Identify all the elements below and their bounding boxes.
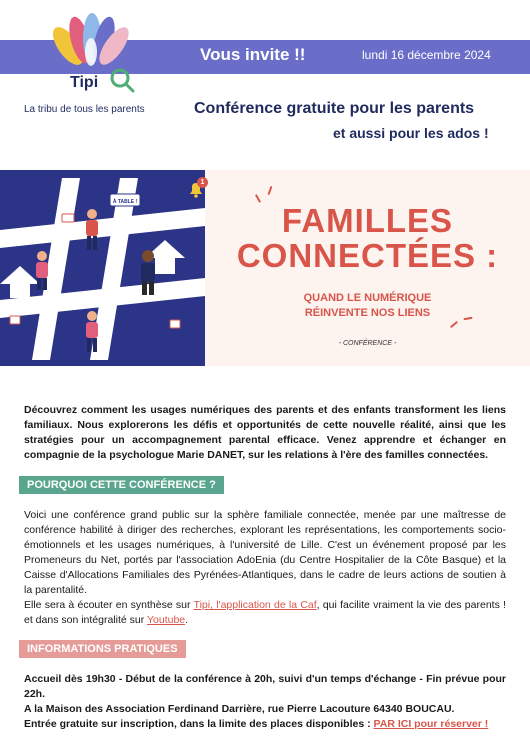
info-line2: A la Maison des Association Ferdinand Darrière, rue Pierre Lacouture 64340 BOUCAU. — [24, 703, 455, 715]
logo-wordmark: Tipi — [70, 74, 99, 91]
reserve-link[interactable]: PAR ICI pour réserver ! — [373, 718, 489, 730]
notification-badge: 1 — [197, 177, 208, 188]
sign-text: À TABLE ! — [112, 199, 138, 205]
hero-subtitle-line2: RÉINVENTE NOS LIENS — [304, 307, 431, 319]
intro-paragraph: Découvrez comment les usages numériques des parents et des enfants transforment les liens familiaux. Nous explorerons les défis et opportunités de cette nouvelle réalité, ainsi que les stratégies pour un accompagnement parental efficace. Venez apprendre et échanger en compagnie de la psychologue Marie DANET, sur les relations à l'ère des familles connectées. — [24, 404, 506, 461]
youtube-link[interactable]: Youtube — [146, 614, 186, 626]
invite-text: Vous invite !! — [200, 45, 306, 64]
hero-illustration — [0, 170, 205, 366]
why-paragraph — [24, 508, 506, 628]
deco-stroke — [268, 186, 273, 195]
section-heading-why: POURQUOI CETTE CONFÉRENCE ? — [19, 476, 224, 494]
info-line1: Accueil dès 19h30 - Début de la conférence à 20h, suivi d'un temps d'échange - Fin prévue pour 22h. — [24, 673, 506, 700]
family-connected-illustration-icon — [0, 170, 205, 366]
tipi-app-link[interactable]: Tipi, l'application de la Caf — [193, 599, 317, 611]
tagline: La tribu de tous les parents — [24, 104, 145, 115]
deco-stroke — [463, 317, 472, 321]
hero-title-line2: CONNECTÉES : — [236, 237, 499, 274]
hero-tag: - CONFÉRENCE - — [338, 340, 397, 347]
page-title: Conférence gratuite pour les parents — [194, 100, 475, 117]
info-line3: Entrée gratuite sur inscription, dans la limite des places disponibles : — [24, 718, 374, 730]
section-heading-info: INFORMATIONS PRATIQUES — [19, 640, 186, 658]
why-text-2-pre: Elle sera à écouter en synthèse sur — [24, 599, 194, 611]
page-subtitle: et aussi pour les ados ! — [333, 125, 489, 141]
deco-stroke — [450, 321, 458, 328]
why-text-2-end: . — [185, 614, 189, 626]
why-text: Voici une conférence grand public sur la sphère familiale connectée, menée par une maîtresse de conférence habilité à diriger des recherches, explorant les représentations, les comportements socio-émotionnels et les usages numériques, à l'université de Lille. C'est un événement proposé par les Promeneurs du Net, portés par l'association AdoEnia (du Centre Hospitalier de la Côte Basque) et la Caisse d'Allocations Familiales des Pyrénées-Atlantiques, dans le cadre de leurs actions de soutien à la parentalité. — [24, 509, 506, 596]
info-paragraph — [24, 672, 506, 732]
hero-subtitle-line1: QUAND LE NUMÉRIQUE — [303, 292, 432, 304]
hero-title-line1: FAMILLES — [281, 202, 454, 239]
why-text-2-mid: , qui facilite vraiment la vie des parents ! et dans son intégralité sur — [24, 599, 506, 626]
hero-title-panel — [205, 170, 530, 366]
event-date: lundi 16 décembre 2024 — [362, 48, 491, 62]
